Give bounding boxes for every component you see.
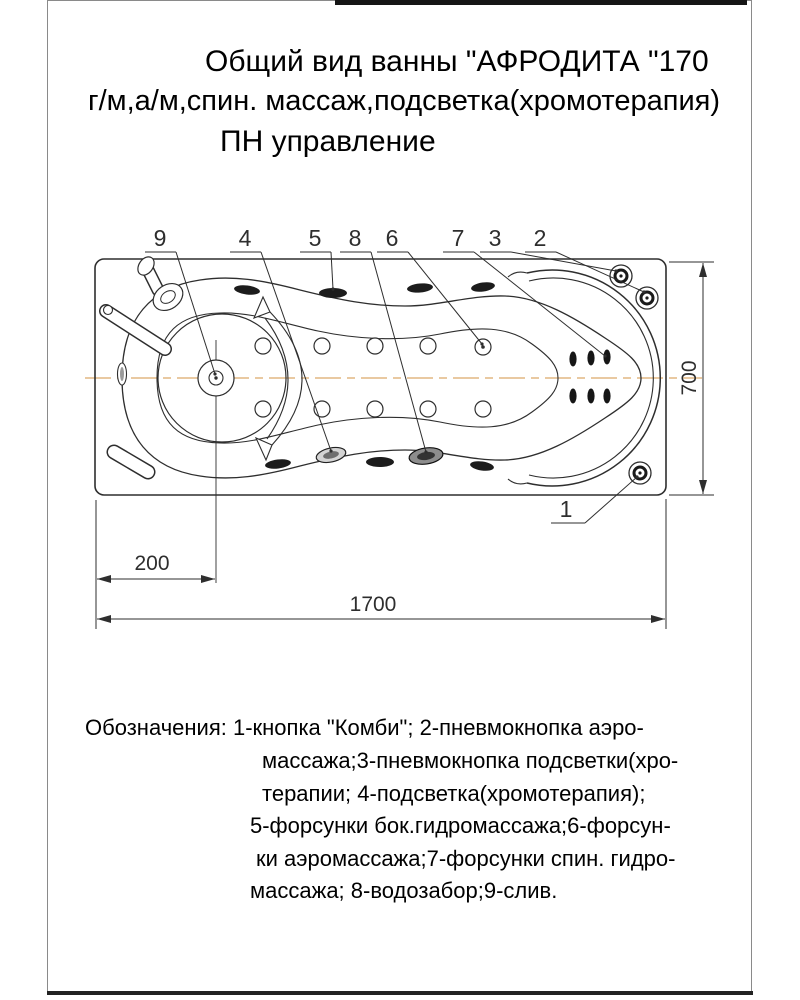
callout-number-1: 1 xyxy=(559,496,573,522)
callout-number-2: 2 xyxy=(533,225,547,251)
callout-number-8: 8 xyxy=(348,225,362,251)
dimension-length-1700 xyxy=(97,499,666,629)
callout-number-5: 5 xyxy=(308,225,322,251)
legend-line: 5-форсунки бок.гидромассажа;6-форсун- xyxy=(250,813,671,838)
dim-length-label: 1700 xyxy=(349,593,397,616)
drawing-title-line3: ПН управление xyxy=(220,125,436,158)
legend-line: Обозначения: 1-кнопка "Комби"; 2-пневмокнопка аэро- xyxy=(85,715,644,740)
overflow-outlet xyxy=(118,363,127,385)
legend-line: терапии; 4-подсветка(хромотерапия); xyxy=(262,781,646,806)
dimension-drain-offset-200 xyxy=(96,500,215,629)
drawing-title-line1: Общий вид ванны "АФРОДИТА "170 xyxy=(205,45,709,78)
dim-width-label: 700 xyxy=(678,360,701,396)
callout-number-4: 4 xyxy=(238,225,252,251)
light-button xyxy=(610,265,632,287)
callout-number-9: 9 xyxy=(153,225,167,251)
legend-line: массажа;3-пневмокнопка подсветки(хро- xyxy=(262,748,679,773)
callout-number-7: 7 xyxy=(451,225,465,251)
drawing-title-line2: г/м,а/м,спин. массаж,подсветка(хромотерапия) xyxy=(88,85,721,117)
callout-number-6: 6 xyxy=(385,225,399,251)
legend-line: ки аэромассажа;7-форсунки спин. гидро- xyxy=(256,846,676,871)
legend-line: массажа; 8-водозабор;9-слив. xyxy=(250,878,558,903)
callout-number-3: 3 xyxy=(488,225,502,251)
dim-offset-label: 200 xyxy=(134,552,170,575)
